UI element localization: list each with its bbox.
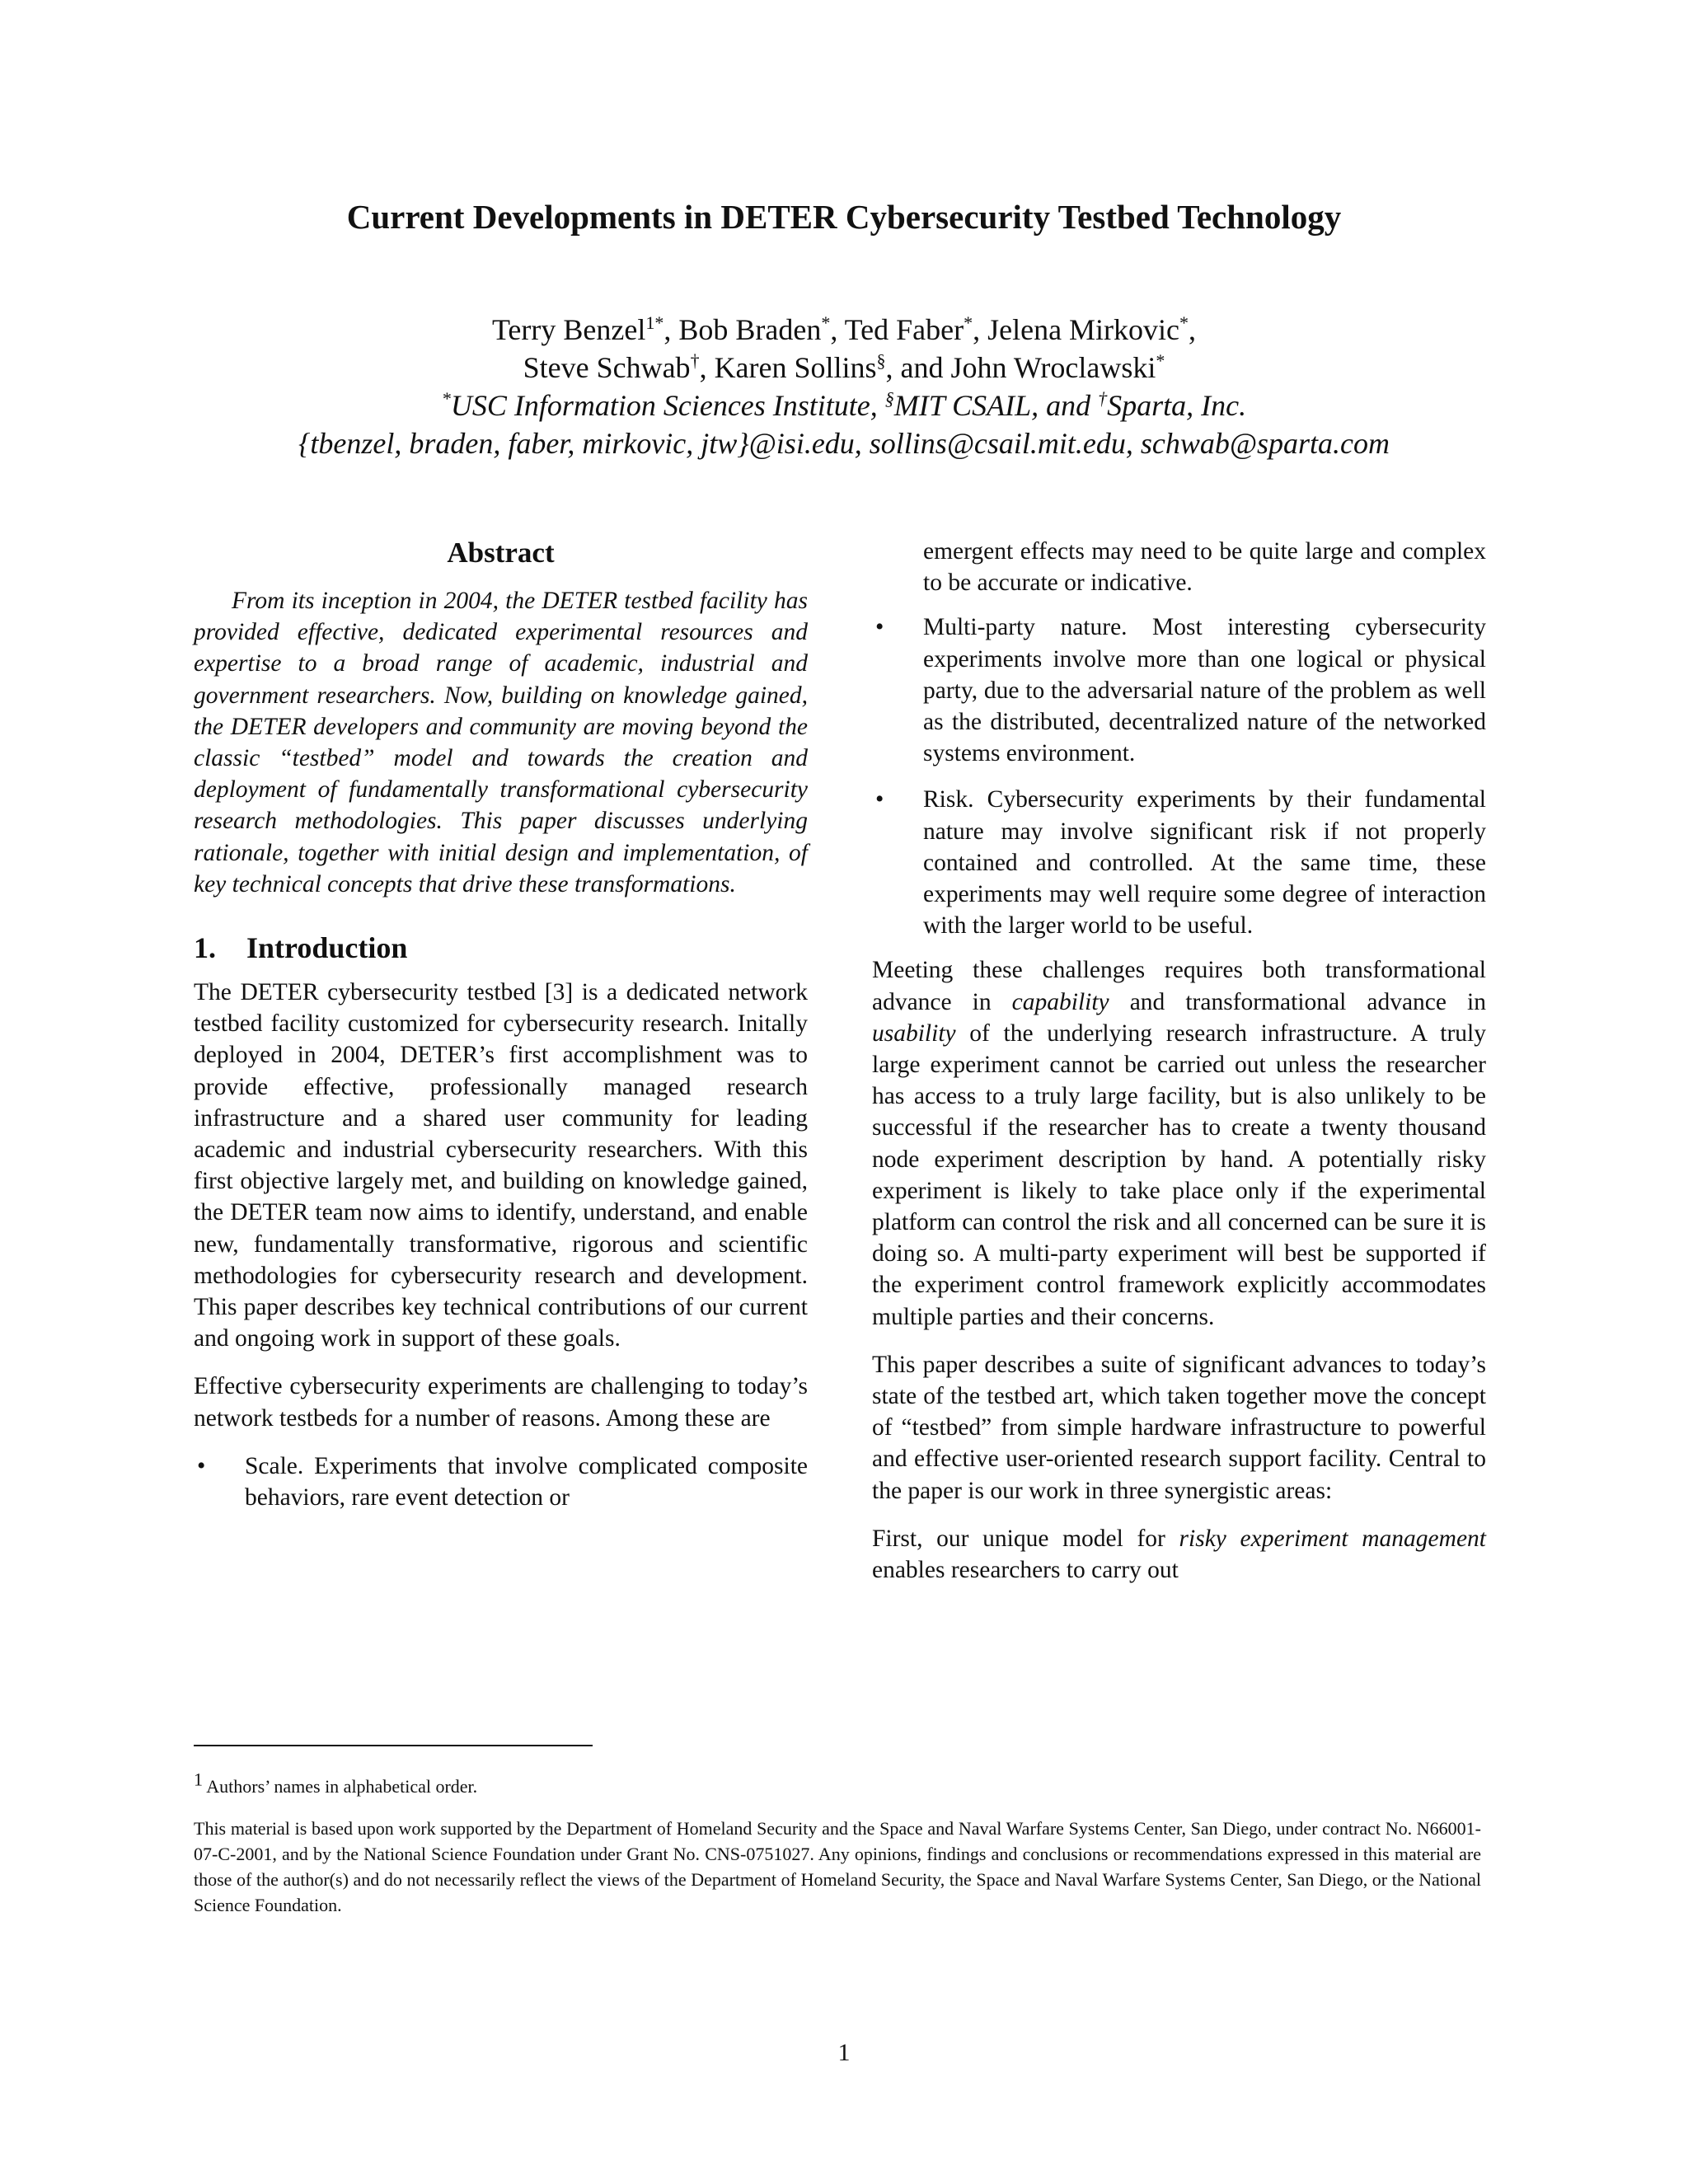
intro-paragraph-2: Effective cybersecurity experiments are challenging to today’s network testbeds for a number of reasons. Among these are bbox=[194, 1373, 808, 1432]
affiliation-name: Sparta, Inc. bbox=[1107, 389, 1247, 422]
affiliation-name: USC Information Sciences Institute, bbox=[450, 389, 885, 422]
text-run: enables researchers to carry out bbox=[872, 1557, 1179, 1584]
text-run: and transformational advance in bbox=[1109, 988, 1486, 1015]
author-line-1 bbox=[0, 311, 1688, 349]
text-run: First, our unique model for bbox=[872, 1525, 1179, 1552]
author-name: Terry Benzel bbox=[491, 313, 646, 346]
right-column bbox=[872, 536, 1486, 1586]
author-emails: {tbenzel, braden, faber, mirkovic, jtw}@isi.edu, sollins@csail.mit.edu, schwab@sparta.com bbox=[298, 427, 1390, 460]
author-mark: * bbox=[964, 312, 973, 333]
author-separator: , and bbox=[885, 351, 951, 384]
author-separator: , bbox=[663, 313, 679, 346]
bullet-list-continued bbox=[872, 536, 1486, 941]
author-name: Karen Sollins bbox=[714, 351, 877, 384]
intro-paragraph-3 bbox=[872, 954, 1486, 1332]
author-line-2 bbox=[0, 349, 1688, 387]
bullet-list bbox=[194, 1451, 808, 1513]
support-acknowledgement: This material is based upon work supported by the Department of Homeland Security and the Space and Naval Warfare Systems Center, San Diego, under contract No. N66001-07-C-2001, and by the National Science Foundation under Grant No. CNS-0751027. Any opinions, findings and conclusions or recommendations expressed in this material are those of the author(s) and do not necessarily reflect the views of the Department of Homeland Security, the Space and Naval Warfare Systems Center, San Diego, or the National Science Foundation. bbox=[194, 1818, 1481, 1915]
abstract-text: From its inception in 2004, the DETER testbed facility has provided effective, dedicated experimental resources and expertise to a broad range of academic, industrial and government researchers. Now, building on knowledge gained, the DETER developers and community are moving beyond the classic “testbed” model and towards the creation and deployment of fundamentally transformational cybersecurity research methodologies. This paper discusses underlying rationale, together with initial design and implementation, of key technical concepts that drive these transformations. bbox=[194, 588, 808, 898]
emphasis-risky-experiment: risky experiment management bbox=[1179, 1525, 1486, 1552]
affiliation-mark: * bbox=[441, 388, 451, 409]
bullet-text: Risk. Cybersecurity experiments by their fundamental nature may involve significant risk if not properly contained and controlled. At the same time, these experiments may well require some degree of interaction with the larger world to be useful. bbox=[923, 786, 1486, 940]
footnote-divider bbox=[194, 1745, 593, 1746]
author-separator: , bbox=[973, 313, 988, 346]
bullet-text: Scale. Experiments that involve complicated composite behaviors, rare event detection or bbox=[245, 1452, 808, 1511]
bullet-text: emergent effects may need to be quite large and complex to be accurate or indicative. bbox=[923, 538, 1486, 597]
intro-paragraph-5 bbox=[872, 1523, 1486, 1586]
bullet-icon: • bbox=[197, 1452, 206, 1479]
author-name: John Wroclawski bbox=[950, 351, 1156, 384]
author-block bbox=[0, 311, 1688, 462]
text-run: Meeting these challenges requires both transformational advance in bbox=[872, 957, 1486, 1015]
section-heading bbox=[194, 929, 808, 967]
abstract-heading: Abstract bbox=[447, 537, 555, 569]
affiliation-name: MIT CSAIL, and bbox=[893, 389, 1099, 422]
bullet-text: Multi-party nature. Most interesting cybersecurity experiments involve more than one logical or physical party, due to the adversarial nature of the problem as well as the distributed, decentralized nature of the networked systems environment. bbox=[923, 614, 1486, 767]
author-mark: * bbox=[821, 312, 831, 333]
footnote-text: Authors’ names in alphabetical order. bbox=[203, 1776, 478, 1797]
author-separator: , bbox=[1189, 313, 1197, 346]
author-mark: * bbox=[1156, 350, 1165, 371]
author-name: Ted Faber bbox=[844, 313, 964, 346]
section-number: 1. bbox=[194, 931, 216, 965]
author-mark: 1* bbox=[645, 312, 664, 333]
author-mark: § bbox=[876, 350, 886, 371]
author-name: Steve Schwab bbox=[523, 351, 691, 384]
paper-title: Current Developments in DETER Cybersecurity Testbed Technology bbox=[346, 198, 1342, 236]
bullet-icon: • bbox=[875, 614, 884, 641]
left-column bbox=[194, 534, 808, 1513]
bullet-item-scale bbox=[194, 1451, 808, 1513]
author-mark: * bbox=[1179, 312, 1189, 333]
emphasis-capability: capability bbox=[1011, 988, 1109, 1015]
author-separator: , bbox=[830, 313, 845, 346]
author-name: Jelena Mirkovic bbox=[987, 313, 1180, 346]
author-separator: , bbox=[699, 351, 715, 384]
author-mark: † bbox=[690, 350, 700, 371]
text-run: of the underlying research infrastructure. A truly large experiment cannot be carried out unless the researcher has access to a truly large facility, but is also unlikely to be successful if the researcher has to create a twenty thousand node experiment description by hand. A potentially risky experiment is likely to take place only if the experimental platform can control the risk and all concerned can be sure it is doing so. A multi-party experiment will best be supported if the experiment control framework explicitly accommodates multiple parties and their concerns. bbox=[872, 1019, 1486, 1330]
section-title: Introduction bbox=[246, 931, 408, 965]
bullet-item-scale-continued bbox=[872, 536, 1486, 598]
footnote-mark: 1 bbox=[194, 1769, 203, 1790]
author-name: Bob Braden bbox=[678, 313, 822, 346]
bullet-icon: • bbox=[875, 786, 884, 813]
bullet-item-multiparty bbox=[872, 612, 1486, 769]
emphasis-usability: usability bbox=[872, 1019, 956, 1047]
bullet-item-risk bbox=[872, 784, 1486, 941]
footnote-1 bbox=[194, 1769, 1481, 1799]
affiliation-mark: † bbox=[1098, 388, 1108, 409]
intro-paragraph-4: This paper describes a suite of significant advances to today’s state of the testbed art, which taken together move the concept of “testbed” from simple hardware infrastructure to powerful and effective user-oriented research support facility. Central to the paper is our work in three synergistic areas: bbox=[872, 1351, 1486, 1504]
affiliation-line bbox=[0, 387, 1688, 424]
page-number: 1 bbox=[837, 2039, 851, 2066]
affiliation-mark: § bbox=[884, 388, 894, 409]
intro-paragraph-1: The DETER cybersecurity testbed [3] is a dedicated network testbed facility customized for cybersecurity research. Initally deployed in 2004, DETER’s first accomplishment was to provide effective, professionally managed research infrastructure and a shared user community for leading academic and industrial cybersecurity researchers. With this first objective largely met, and building on knowledge gained, the DETER team now aims to identify, understand, and enable new, fundamentally transformative, rigorous and scientific methodologies for cybersecurity research and development. This paper describes key technical contributions of our current and ongoing work in support of these goals. bbox=[194, 979, 808, 1352]
